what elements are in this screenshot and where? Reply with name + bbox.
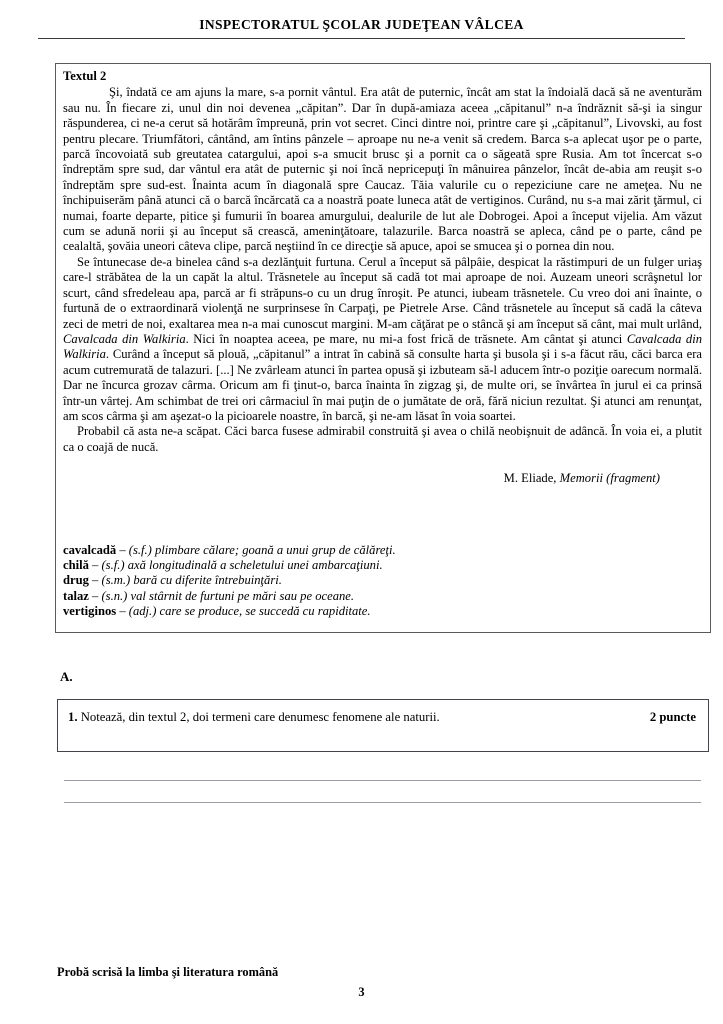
question-number: 1. [68,709,78,724]
question-1-text [68,710,440,725]
glossary-definition: – (s.f.) plimbare călare; goană a unui grup de călăreţi. [116,542,396,557]
glossary-entry-vertiginos [63,604,702,619]
glossary-term: cavalcadă [63,542,117,557]
glossary-entry-chila [63,558,702,573]
question-statement: Notează, din textul 2, doi termeni care denumesc fenomene ale naturii. [77,709,440,724]
answer-line-2 [64,781,701,803]
glossary-term: talaz [63,588,89,603]
glossary-definition: – (s.n.) val stârnit de furtuni pe mări sau pe oceane. [88,588,355,603]
footer-exam-name: Probă scrisă la limba şi literatura română [57,965,279,979]
footer-page-number: 3 [358,985,365,999]
question-points-badge: 2 puncte [649,709,696,724]
page-header [0,17,723,39]
paragraph-2: Se întunecase de-a binelea când s-a dezlănţuit furtuna. Cerul a început să pâlpâie, despicat la răstimpuri de un fulger uriaş care-l străbătea de la un capăt la altul. Trăsnetele au început să cadă tot mai aproape de noi. Auzeam uneori scrâşnetul lor scurt, când sfredeleau apa, parcă ar fi străpuns-o cu un drug înroşit. Pe atunci, iubeam trăsnetele. Cu vreo doi ani înainte, o furtună de o extraordinară violenţă ne surprinsese în Carpaţi, pe Pietrele Arse. Când trăsnetele au început să cadă la câteva zeci de metri de noi, exaltarea mea n-a mai cunoscut margini. M-am căţărat pe o stâncă şi am început să cânt, mai mult urlând, Cavalcada din Walkiria. Nici în noaptea aceea, pe mare, nu mi-a fost frică de trăsnete. Am cântat şi atunci Cavalcada din Walkiria. Curând a început să plouă, „căpitanul” a intrat în cabină să consulte harta şi busola şi i s-a făcut rău, căci barca era acum cutremurată de talazuri. [...] Ne zvârleam atunci în partea opusă şi izbuteam să-l aducem într-o poziţie oarecum normală. Dar ne încurca grozav cârma. Oricum am fi ţinut-o, barca înainta în zigzag şi, de multe ori, se învârtea în jurul ei ca prinsă într-un vârtej. Am schimbat de trei ori cârmaciul în mai puţin de o jumătate de oră, fără niciun rezultat. Şi atunci am renunţat, am scos cârma şi am aşezat-o la picioarele noastre, în barcă, şi ne-am lăsat în voia soartei. [63,254,702,423]
section-a-label: A. [60,668,73,684]
glossary-entry-cavalcada [63,543,702,558]
header-divider [38,38,685,39]
paragraph-1: Şi, îndată ce am ajuns la mare, s-a pornit vântul. Era atât de puternic, încât am stat la îndoială dacă să ne aventurăm sau nu. În fiecare zi, unul din noi devenea „căpitan”. Dar în după-amiaza aceea „căpitanul” n-a îndrăznit să-şi ia singur răspunderea, ci ne-a cerut să hotărâm împreună, prin vot secret. Cinci dintre noi, printre care şi „căpitanul”, Livovski, au fost pentru plecare. Triumfători, cântând, am întins pânzele – aproape nu ne-a venit să credem. Barca s-a aplecat uşor pe o parte, parcă încovoiată sub greutatea catargului, apoi s-a smucit brusc şi a pornit ca o săgeată spre Rusia. Am tot încercat s-o îndreptăm spre sud, dar vântul era atât de puternic şi noi încă nepricepuţi în mânuirea pânzelor, încât de-abia am reuşit s-o îndreptăm spre sud-est. Înainta acum în diagonală spre Caucaz. Tăia valurile cu o repeziciune care ne ameţea. Nu ne închipuiserăm până atunci că o barcă încărcată ca a noastră poate luneca atât de vertiginos. Curând, nu s-a mai zărit ţărmul, ci numai, foarte departe, pitice şi fumurii în boarea amurgului, dealurile de lut ale Dobrogei. Apoi a început vijelia. Am văzut cum se adună norii şi au început să crească, ameninţătoare, talazurile. Barca noastră se apleca, când pe o parte, când pe cealaltă, şovăia uneori câteva clipe, parcă neştiind în ce direcţie să apuce, apoi se smucea şi o pornea din nou. [63,85,702,254]
text-2-box [55,63,711,633]
text-label: Textul 2 [63,69,107,83]
glossary-definition: – (s.f.) axă longitudinală a scheletului unei ambarcaţiuni. [88,557,383,572]
glossary-definition: – (s.m.) bară cu diferite întrebuinţări. [88,573,282,588]
author-attribution: M. Eliade, Memorii (fragment) [503,471,660,486]
question-1-box [57,699,709,752]
question-1-row [68,710,696,725]
page-header-title: INSPECTORATUL ŞCOLAR JUDEŢEAN VÂLCEA [199,17,524,32]
paragraph-3: Probabil că asta ne-a scăpat. Căci barca fusese admirabil construită şi avea o chilă neobişnuit de adâncă. În voia ei, a plutit ca o coajă de nucă. [63,424,702,454]
glossary-term: chilă [63,557,89,572]
glossary [63,543,702,620]
glossary-entry-drug [63,573,702,588]
glossary-definition: – (adj.) care se produce, se succedă cu rapiditate. [116,604,371,619]
answer-line-1 [64,759,701,781]
glossary-term: drug [63,573,89,588]
glossary-entry-talaz [63,589,702,604]
glossary-term: vertiginos [63,604,117,619]
